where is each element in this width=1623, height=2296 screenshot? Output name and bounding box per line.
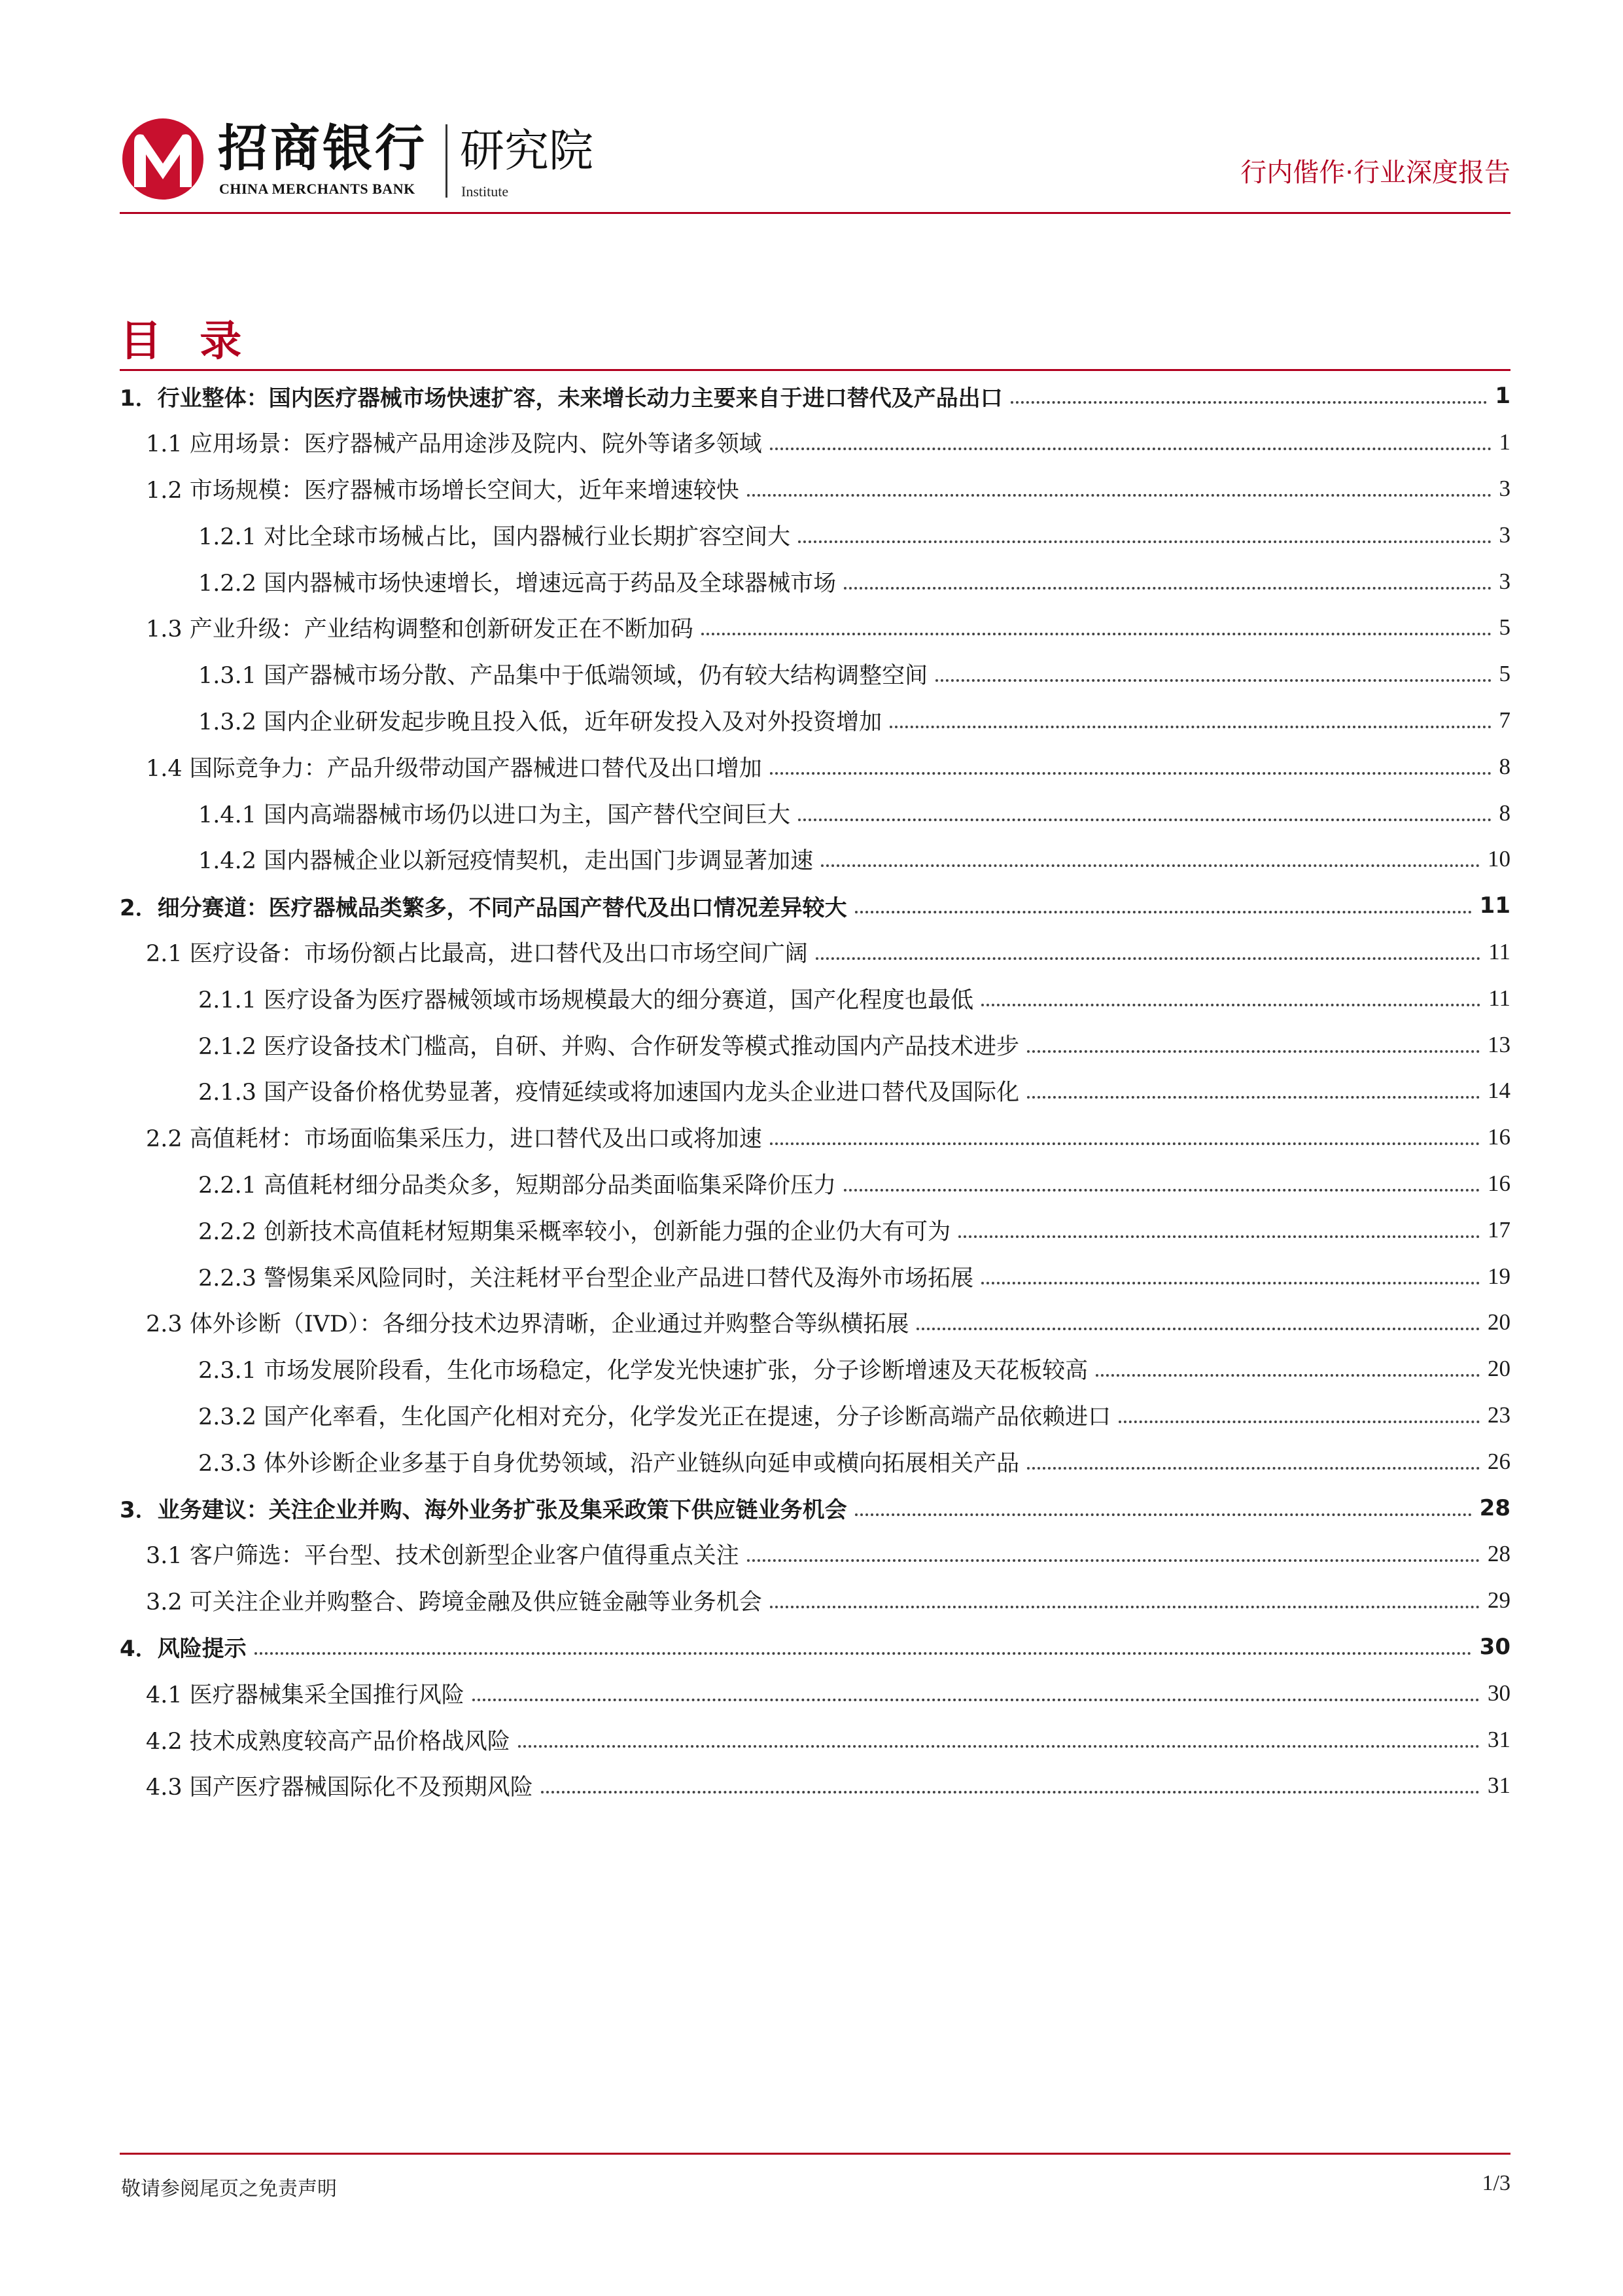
toc-entry-level-2[interactable]: [120, 1670, 1510, 1716]
toc-title: 目 录: [120, 317, 254, 366]
toc-leader-dots: [981, 1004, 1480, 1006]
logo-chinese-name: 招商银行: [218, 119, 427, 177]
toc-entry-page: 11: [1488, 985, 1510, 1011]
toc-entry-text: 3.1 客户筛选：平台型、技术创新型企业客户值得重点关注: [146, 1543, 739, 1570]
toc-leader-dots: [844, 587, 1491, 590]
toc-entry-text: 2.2 高值耗材：市场面临集采压力，进口替代及出口或将加速: [146, 1126, 762, 1153]
toc-entry-page: 31: [1488, 1773, 1510, 1799]
toc-entry-page: 11: [1479, 892, 1510, 919]
toc-entry-text: 4.1 医疗器械集采全国推行风险: [146, 1682, 464, 1708]
toc-entry-page: 1: [1499, 429, 1510, 455]
toc-entry-page: 8: [1499, 753, 1510, 779]
toc-entry-page: 3: [1499, 568, 1510, 594]
toc-leader-dots: [958, 1235, 1480, 1238]
toc-leader-dots: [541, 1791, 1480, 1793]
toc-entry-page: 14: [1488, 1078, 1510, 1104]
toc-leader-dots: [798, 819, 1491, 821]
toc-leader-dots: [1096, 1374, 1480, 1377]
toc-entry-page: 28: [1488, 1541, 1510, 1567]
logo-divider: [445, 124, 447, 198]
toc-entry-level-1[interactable]: [120, 373, 1510, 419]
toc-entry-text: 2.3.2 国产化率看，生化国产化相对充分，化学发光正在提速，分子诊断高端产品依赖进口: [198, 1404, 1111, 1430]
toc-entry-page: 16: [1488, 1170, 1510, 1196]
toc-entry-text: 2.3 体外诊断（IVD）：各细分技术边界清晰，企业通过并购整合等纵横拓展: [146, 1311, 909, 1338]
toc-entry-level-1[interactable]: [120, 1624, 1510, 1670]
toc-entry-text: 1.3 产业升级：产业结构调整和创新研发正在不断加码: [146, 616, 693, 643]
toc-leader-dots: [890, 726, 1491, 728]
footer-disclaimer: 敬请参阅尾页之免责声明: [121, 2178, 337, 2200]
toc-entry-level-3[interactable]: [120, 1346, 1510, 1392]
toc-entry-level-2[interactable]: [120, 1578, 1510, 1624]
toc-entry-level-2[interactable]: [120, 1531, 1510, 1578]
toc-entry-level-3[interactable]: [120, 512, 1510, 558]
toc-entry-level-1[interactable]: [120, 1485, 1510, 1531]
footer-page-number: 1/3: [1482, 2171, 1510, 2195]
cmb-m-logo-icon: [120, 116, 206, 202]
toc-entry-page: 28: [1479, 1494, 1510, 1521]
toc-entry-level-3[interactable]: [120, 975, 1510, 1021]
header-divider: [120, 212, 1510, 214]
toc-entry-page: 29: [1488, 1587, 1510, 1614]
toc-entry-page: 8: [1499, 800, 1510, 826]
toc-entry-text: 4.3 国产医疗器械国际化不及预期风险: [146, 1775, 533, 1801]
toc-entry-level-2[interactable]: [120, 466, 1510, 512]
toc-leader-dots: [747, 494, 1492, 497]
toc-entry-page: 23: [1488, 1402, 1510, 1428]
toc-entry-page: 30: [1488, 1680, 1510, 1706]
toc-entry-level-3[interactable]: [120, 836, 1510, 883]
toc-entry-level-3[interactable]: [120, 1438, 1510, 1485]
toc-entry-text: 4.2 技术成熟度较高产品价格战风险: [146, 1728, 510, 1755]
toc-entry-text: 1.4 国际竞争力：产品升级带动国产器械进口替代及出口增加: [146, 755, 762, 782]
toc-leader-dots: [916, 1328, 1480, 1330]
toc-leader-dots: [798, 540, 1491, 543]
toc-leader-dots: [1027, 1096, 1480, 1099]
toc-leader-dots: [816, 957, 1481, 960]
toc-entry-page: 30: [1479, 1633, 1510, 1660]
toc-leader-dots: [701, 633, 1492, 635]
toc-entry-text: 1.4.2 国内器械企业以新冠疫情契机，走出国门步调显著加速: [198, 848, 814, 875]
logo-english-name: CHINA MERCHANTS BANK: [219, 181, 415, 197]
toc-entry-text: 2．细分赛道：医疗器械品类繁多，不同产品国产替代及出口情况差异较大: [120, 894, 847, 921]
toc-entry-level-3[interactable]: [120, 1392, 1510, 1439]
toc-entry-page: 11: [1488, 938, 1510, 964]
toc-entry-level-2[interactable]: [120, 1716, 1510, 1763]
toc-entry-text: 2.2.2 创新技术高值耗材短期集采概率较小，创新能力强的企业仍大有可为: [198, 1218, 951, 1245]
toc-entry-page: 3: [1499, 475, 1510, 501]
toc-leader-dots: [1119, 1421, 1480, 1423]
toc-entry-level-3[interactable]: [120, 651, 1510, 698]
toc-entry-level-2[interactable]: [120, 743, 1510, 790]
toc-entry-level-2[interactable]: [120, 419, 1510, 466]
toc-entry-text: 2.1.3 国产设备价格优势显著，疫情延续或将加速国内龙头企业进口替代及国际化: [198, 1080, 1020, 1106]
toc-entry-level-3[interactable]: [120, 1021, 1510, 1068]
toc-entry-text: 1.1 应用场景：医疗器械产品用途涉及院内、院外等诸多领域: [146, 431, 762, 458]
toc-entry-text: 2.1.2 医疗设备技术门槛高，自研、并购、合作研发等模式推动国内产品技术进步: [198, 1033, 1020, 1060]
toc-entry-page: 13: [1488, 1031, 1510, 1057]
toc-entry-text: 2.1.1 医疗设备为医疗器械领域市场规模最大的细分赛道，国产化程度也最低: [198, 987, 974, 1014]
toc-leader-dots: [747, 1559, 1480, 1562]
toc-entry-level-3[interactable]: [120, 1253, 1510, 1299]
toc-entry-level-3[interactable]: [120, 1161, 1510, 1207]
toc-entry-page: 26: [1488, 1448, 1510, 1474]
toc-entry-level-3[interactable]: [120, 790, 1510, 836]
toc-leader-dots: [935, 679, 1491, 682]
toc-entry-text: 3．业务建议：关注企业并购、海外业务扩张及集采政策下供应链业务机会: [120, 1497, 847, 1524]
toc-entry-text: 1.4.1 国内高端器械市场仍以进口为主，国产替代空间巨大: [198, 802, 791, 828]
toc-leader-dots: [472, 1699, 1480, 1701]
toc-leader-dots: [770, 1142, 1480, 1145]
toc-leader-dots: [770, 448, 1492, 450]
toc-leader-dots: [254, 1652, 1472, 1655]
toc-entry-text: 4．风险提示: [120, 1636, 247, 1663]
toc-entry-page: 16: [1488, 1124, 1510, 1150]
toc-entry-level-3[interactable]: [120, 1207, 1510, 1253]
toc-leader-dots: [770, 1606, 1480, 1608]
toc-leader-dots: [981, 1282, 1480, 1284]
toc-entry-page: 17: [1488, 1216, 1510, 1243]
page-header: [120, 116, 1510, 208]
toc-entry-page: 5: [1499, 614, 1510, 641]
toc-entry-level-2[interactable]: [120, 1763, 1510, 1809]
toc-entry-text: 1.3.2 国内企业研发起步晚且投入低，近年研发投入及对外投资增加: [198, 709, 882, 735]
report-type-label: 行内偕作·行业深度报告: [1240, 158, 1510, 188]
toc-leader-dots: [518, 1745, 1480, 1748]
toc-entry-text: 1.2 市场规模：医疗器械市场增长空间大，近年来增速较快: [146, 477, 739, 504]
toc-entry-level-2[interactable]: [120, 605, 1510, 651]
toc-entry-page: 3: [1499, 521, 1510, 548]
toc-entry-text: 2.3.3 体外诊断企业多基于自身优势领域，沿产业链纵向延申或横向拓展相关产品: [198, 1450, 1020, 1477]
toc-entry-page: 7: [1499, 707, 1510, 733]
institute-english-name: Institute: [461, 183, 509, 200]
toc-entry-level-3[interactable]: [120, 698, 1510, 744]
toc-leader-dots: [855, 1513, 1472, 1516]
toc-entry-level-3[interactable]: [120, 558, 1510, 605]
toc-leader-dots: [855, 911, 1472, 913]
toc-entry-text: 2.3.1 市场发展阶段看，生化市场稳定，化学发光快速扩张，分子诊断增速及天花板较高: [198, 1358, 1089, 1385]
toc-entry-text: 2.1 医疗设备：市场份额占比最高，进口替代及出口市场空间广阔: [146, 940, 808, 967]
toc-entry-level-2[interactable]: [120, 929, 1510, 976]
toc-entry-page: 5: [1499, 661, 1510, 687]
toc-leader-dots: [821, 864, 1480, 867]
table-of-contents: [120, 373, 1510, 1809]
toc-entry-level-3[interactable]: [120, 1068, 1510, 1114]
toc-entry-text: 1.3.1 国产器械市场分散、产品集中于低端领域，仍有较大结构调整空间: [198, 663, 928, 690]
toc-entry-text: 1.2.1 对比全球市场械占比，国内器械行业长期扩容空间大: [198, 523, 791, 550]
toc-leader-dots: [844, 1189, 1480, 1192]
toc-title-divider: [120, 369, 1510, 371]
toc-entry-page: 20: [1488, 1309, 1510, 1335]
toc-entry-page: 10: [1488, 846, 1510, 872]
footer-divider: [120, 2153, 1510, 2155]
toc-entry-page: 31: [1488, 1726, 1510, 1752]
toc-leader-dots: [770, 772, 1492, 775]
toc-entry-level-1[interactable]: [120, 883, 1510, 929]
toc-entry-text: 2.2.1 高值耗材细分品类众多，短期部分品类面临集采降价压力: [198, 1172, 837, 1199]
toc-entry-level-2[interactable]: [120, 1299, 1510, 1346]
toc-entry-text: 3.2 可关注企业并购整合、跨境金融及供应链金融等业务机会: [146, 1589, 762, 1616]
institute-chinese-name: 研究院: [460, 126, 594, 177]
toc-leader-dots: [1027, 1050, 1480, 1053]
toc-entry-page: 1: [1495, 383, 1510, 410]
toc-entry-page: 20: [1488, 1356, 1510, 1382]
toc-entry-level-2[interactable]: [120, 1114, 1510, 1161]
toc-entry-text: 1．行业整体：国内医疗器械市场快速扩容，未来增长动力主要来自于进口替代及产品出口: [120, 385, 1003, 412]
toc-entry-text: 2.2.3 警惕集采风险同时，关注耗材平台型企业产品进口替代及海外市场拓展: [198, 1265, 974, 1292]
toc-leader-dots: [1027, 1467, 1480, 1470]
toc-entry-text: 1.2.2 国内器械市场快速增长，增速远高于药品及全球器械市场: [198, 570, 837, 597]
toc-entry-page: 19: [1488, 1263, 1510, 1289]
toc-leader-dots: [1011, 401, 1488, 404]
